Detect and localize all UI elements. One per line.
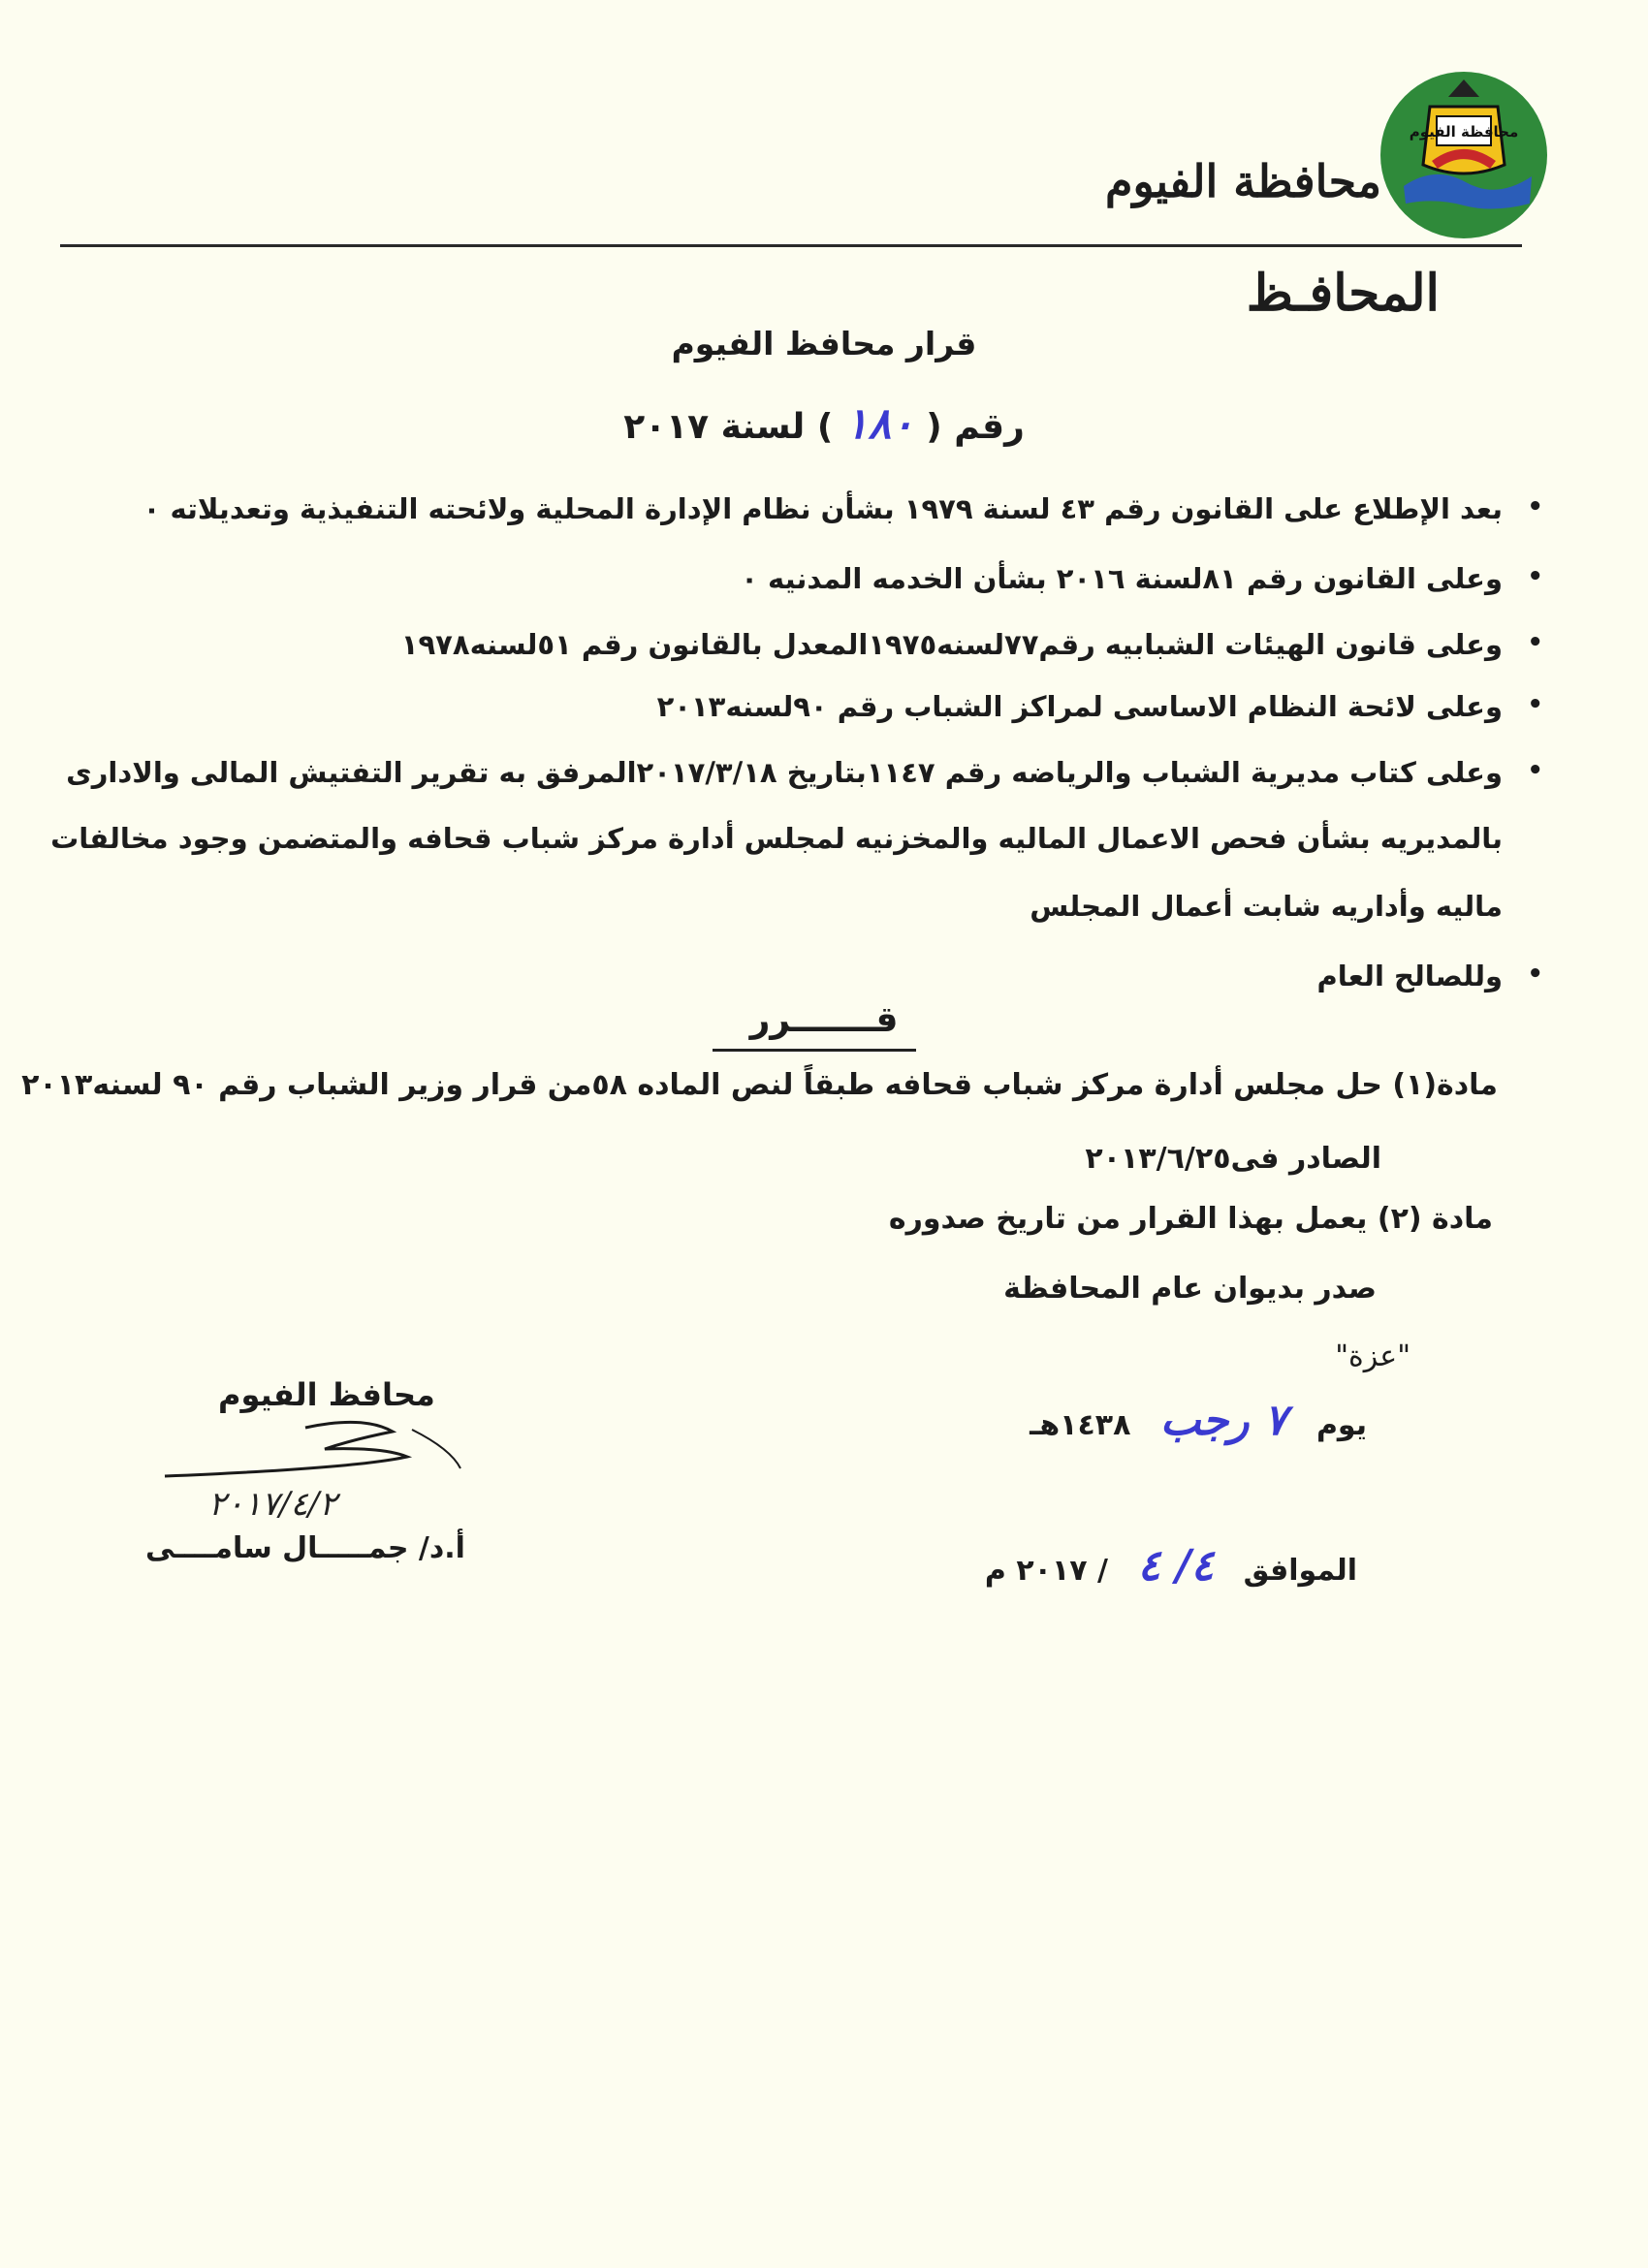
gregorian-label: الموافق bbox=[1243, 1554, 1357, 1588]
blessing: "عزة" bbox=[1335, 1339, 1410, 1373]
decision-number-prefix: رقم ( bbox=[926, 407, 1025, 447]
header-divider bbox=[60, 244, 1522, 247]
preamble-item: • وعلى قانون الهيئات الشبابيه رقم٧٧لسنه١٩٧٥المعدل بالقانون رقم ٥١لسنه١٩٧٨ bbox=[401, 628, 1503, 661]
governor-office-label: المحافـظ bbox=[1246, 264, 1440, 323]
logo-text: محافظة الفيوم bbox=[1409, 123, 1519, 141]
signatory-title: محافظ الفيوم bbox=[218, 1376, 435, 1413]
signature-date-handwritten: ٢٠١٧/٤/٢ bbox=[208, 1485, 337, 1524]
preamble-continuation: بالمديريه بشأن فحص الاعمال الماليه والمخزنيه لمجلس أدارة مركز شباب قحافه والمتضمن وجود مخالفات bbox=[50, 822, 1503, 855]
article-2: مادة (٢) يعمل بهذا القرار من تاريخ صدوره bbox=[888, 1202, 1493, 1236]
gregorian-year: / ٢٠١٧ م bbox=[984, 1554, 1108, 1588]
decides-heading: قـــــــرر bbox=[749, 1000, 899, 1040]
hijri-handwritten: ٧ رجب bbox=[1159, 1396, 1287, 1445]
hijri-date-line bbox=[1030, 1396, 1367, 1445]
gregorian-handwritten: ٤/ ٤ bbox=[1137, 1541, 1215, 1591]
decision-number-handwritten: ١٨٠ bbox=[844, 399, 914, 449]
preamble-item: • وللصالح العام bbox=[1317, 960, 1503, 992]
governorate-name: محافظة الفيوم bbox=[1105, 155, 1381, 207]
hijri-day-label: يوم bbox=[1315, 1408, 1367, 1442]
signature-scribble bbox=[160, 1410, 470, 1488]
article-1: مادة(١) حل مجلس أدارة مركز شباب قحافه طبقاً لنص الماده ٥٨من قرار وزير الشباب رقم ٩٠ لسنه٢٠١٣ bbox=[21, 1068, 1498, 1102]
article-1-date: الصادر فى٢٠١٣/٦/٢٥ bbox=[1085, 1142, 1381, 1176]
issued-place: صدر بديوان عام المحافظة bbox=[1003, 1272, 1377, 1306]
preamble-continuation: ماليه وأداريه شابت أعمال المجلس bbox=[1030, 890, 1503, 923]
decision-number-suffix: ) لسنة ٢٠١٧ bbox=[623, 407, 834, 447]
decision-title: قرار محافظ الفيوم bbox=[671, 325, 977, 362]
preamble-item: • وعلى لائحة النظام الاساسى لمراكز الشباب رقم ٩٠لسنه٢٠١٣ bbox=[657, 690, 1503, 723]
preamble-item: • بعد الإطلاع على القانون رقم ٤٣ لسنة ١٩٧٩ بشأن نظام الإدارة المحلية ولائحته التنفيذية وتعديلاته ٠ bbox=[143, 492, 1503, 525]
preamble-item: • وعلى القانون رقم ٨١لسنة ٢٠١٦ بشأن الخدمه المدنيه ٠ bbox=[741, 562, 1503, 595]
decision-number-line bbox=[0, 399, 1648, 449]
hijri-year: ١٤٣٨هـ bbox=[1030, 1408, 1131, 1442]
gregorian-date-line bbox=[985, 1541, 1357, 1591]
governorate-logo bbox=[1377, 68, 1551, 242]
preamble-item: • وعلى كتاب مديرية الشباب والرياضه رقم ١١٤٧بتاريخ ٢٠١٧/٣/١٨المرفق به تقرير التفتيش المالى والادارى bbox=[66, 756, 1503, 789]
signatory-name: أ.د/ جمـــــال سامــــى bbox=[145, 1531, 465, 1565]
decides-underline bbox=[713, 1049, 916, 1052]
